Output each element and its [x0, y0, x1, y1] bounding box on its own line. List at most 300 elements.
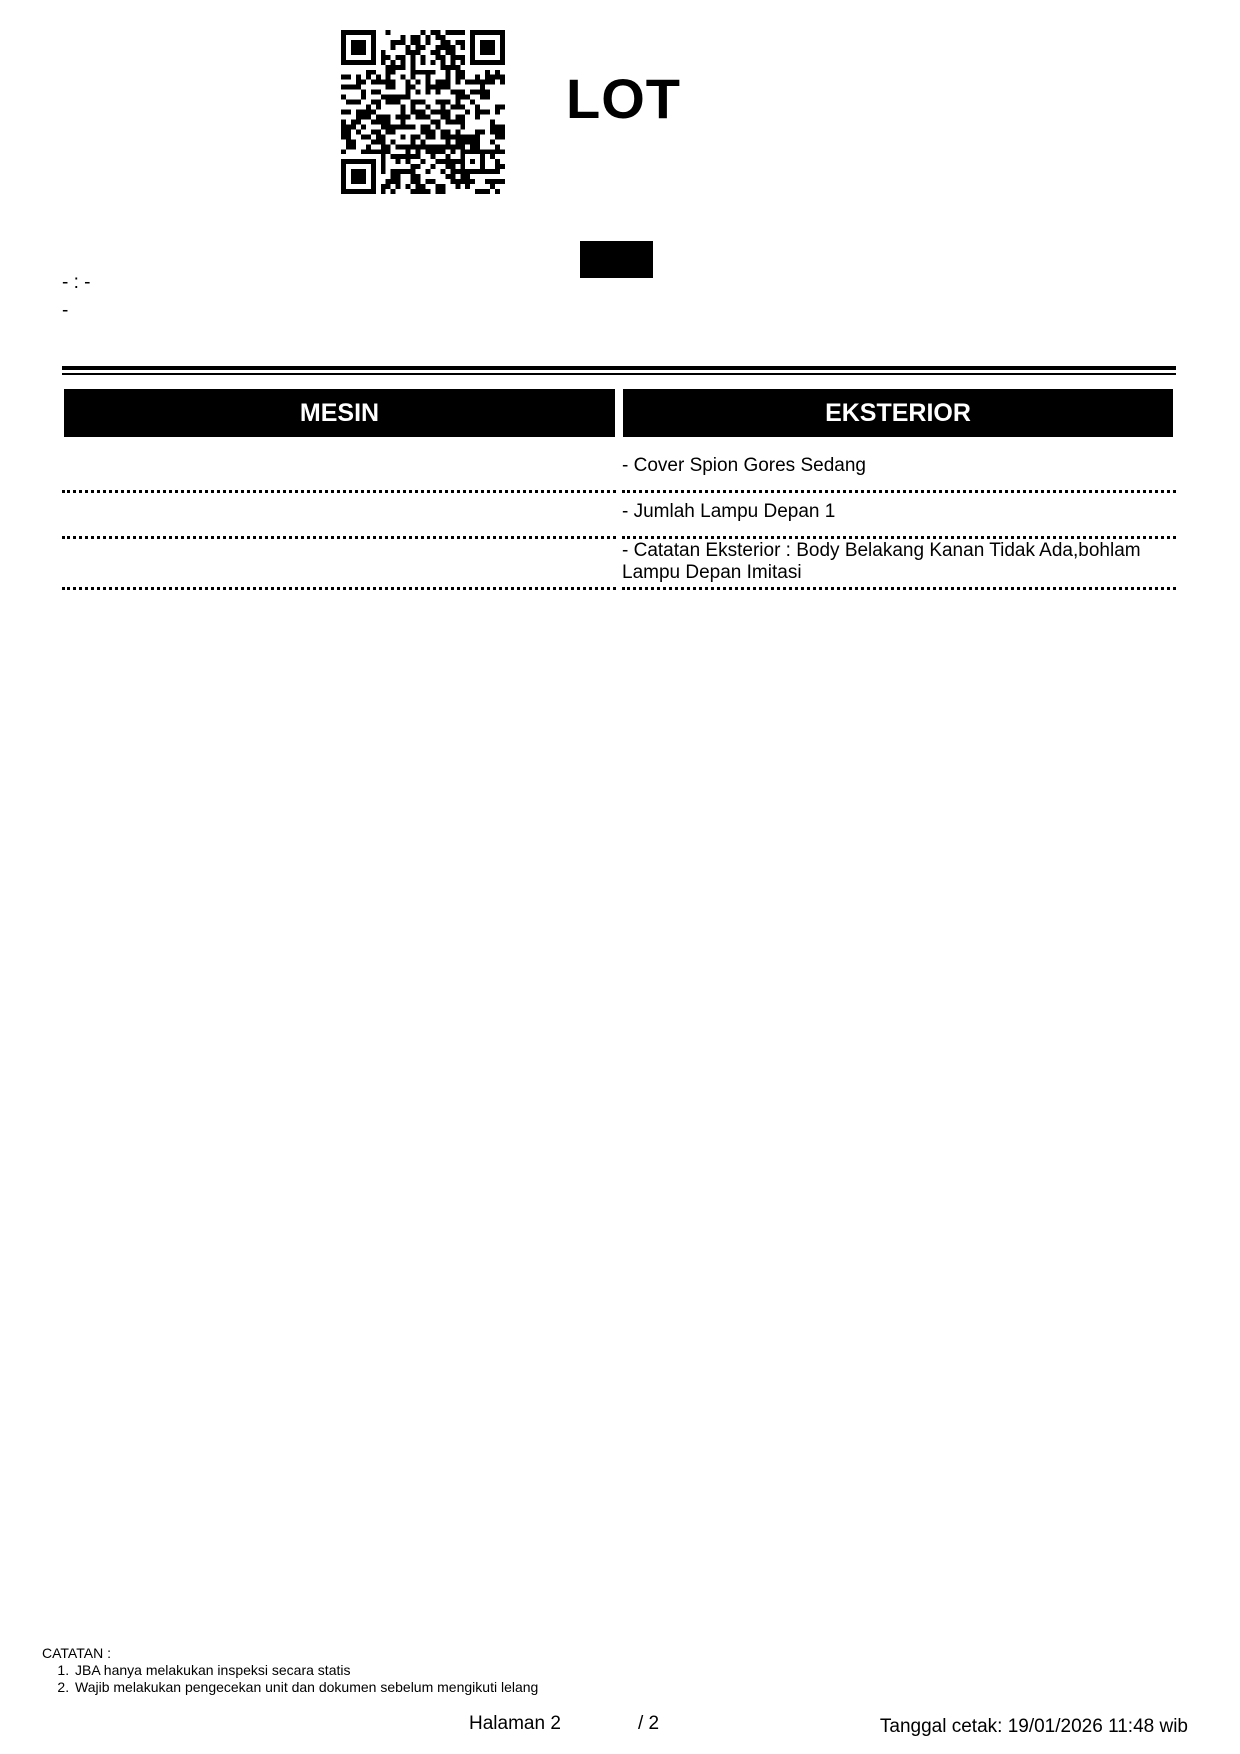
qr-module [435, 110, 440, 115]
qr-module [460, 55, 465, 60]
qr-module [450, 65, 455, 70]
qr-module [421, 30, 426, 35]
qr-module [425, 129, 430, 134]
qr-module [445, 85, 450, 90]
qr-module [386, 75, 391, 80]
qr-module [341, 85, 346, 90]
qr-module [386, 129, 391, 134]
qr-module [401, 55, 406, 60]
qr-module [396, 144, 401, 149]
qr-module [371, 139, 376, 144]
qr-module [440, 110, 445, 115]
qr-module [421, 124, 426, 129]
qr-module [401, 144, 406, 149]
qr-module [440, 189, 445, 194]
qr-module [490, 154, 495, 159]
notes-section [42, 1645, 538, 1696]
qr-module [435, 119, 440, 124]
qr-module [381, 80, 386, 85]
qr-module [371, 70, 376, 75]
qr-module [381, 134, 386, 139]
qr-module [450, 179, 455, 184]
qr-module [460, 179, 465, 184]
row-divider [622, 490, 1176, 493]
qr-module [351, 119, 356, 124]
qr-module [490, 169, 495, 174]
qr-module [450, 144, 455, 149]
qr-module [416, 110, 421, 115]
qr-module [455, 55, 460, 60]
qr-module [356, 100, 361, 105]
qr-module [500, 105, 505, 110]
qr-module [455, 90, 460, 95]
qr-module [411, 144, 416, 149]
qr-module [421, 70, 426, 75]
qr-module [495, 144, 500, 149]
qr-module [455, 40, 460, 45]
qr-module [435, 124, 440, 129]
qr-module [435, 50, 440, 55]
qr-module [425, 149, 430, 154]
qr-module [376, 134, 381, 139]
qr-module [366, 149, 371, 154]
qr-module [396, 174, 401, 179]
column-header-mesin: MESIN [64, 389, 615, 437]
qr-module [440, 80, 445, 85]
qr-module [406, 85, 411, 90]
qr-module [425, 105, 430, 110]
qr-module [371, 149, 376, 154]
qr-module [435, 90, 440, 95]
qr-module [391, 189, 396, 194]
qr-module [406, 45, 411, 50]
qr-module [346, 75, 351, 80]
qr-module [430, 179, 435, 184]
qr-module [346, 124, 351, 129]
qr-module [440, 149, 445, 154]
qr-module [366, 70, 371, 75]
qr-module [500, 124, 505, 129]
qr-module [455, 95, 460, 100]
qr-module [485, 169, 490, 174]
header-divider [62, 366, 1176, 370]
qr-module [425, 179, 430, 184]
qr-module [416, 164, 421, 169]
qr-module [346, 144, 351, 149]
qr-module [475, 75, 480, 80]
qr-module [361, 80, 366, 85]
qr-module [381, 154, 386, 159]
qr-module [411, 100, 416, 105]
qr-module [391, 139, 396, 144]
qr-module [500, 75, 505, 80]
qr-module [401, 75, 406, 80]
qr-module [386, 80, 391, 85]
qr-module [500, 80, 505, 85]
qr-module [440, 159, 445, 164]
qr-module [381, 124, 386, 129]
qr-module [435, 45, 440, 50]
qr-module [475, 90, 480, 95]
qr-module [421, 129, 426, 134]
qr-module [445, 159, 450, 164]
qr-module [421, 184, 426, 189]
qr-module [396, 100, 401, 105]
qr-module [391, 40, 396, 45]
qr-module [411, 85, 416, 90]
qr-module [490, 80, 495, 85]
qr-module [361, 149, 366, 154]
qr-module [500, 134, 505, 139]
qr-module [381, 149, 386, 154]
qr-module [421, 114, 426, 119]
qr-module [455, 134, 460, 139]
qr-module [381, 164, 386, 169]
row-divider [622, 587, 1176, 590]
row-divider [622, 536, 1176, 539]
qr-module [376, 129, 381, 134]
qr-module [440, 55, 445, 60]
qr-module [411, 50, 416, 55]
qr-module [475, 129, 480, 134]
qr-module [386, 184, 391, 189]
qr-module [445, 30, 450, 35]
qr-module [455, 169, 460, 174]
qr-module [440, 60, 445, 65]
qr-module [396, 114, 401, 119]
qr-module [445, 164, 450, 169]
qr-module [406, 184, 411, 189]
qr-module [421, 189, 426, 194]
qr-module [351, 124, 356, 129]
column-header-eksterior: EKSTERIOR [623, 389, 1173, 437]
qr-module [425, 75, 430, 80]
qr-module [386, 100, 391, 105]
qr-module [455, 184, 460, 189]
qr-module [495, 149, 500, 154]
qr-module [401, 95, 406, 100]
qr-module [485, 189, 490, 194]
qr-module [470, 100, 475, 105]
qr-module [455, 114, 460, 119]
qr-module [440, 129, 445, 134]
qr-module [356, 119, 361, 124]
qr-module [465, 80, 470, 85]
qr-module [450, 45, 455, 50]
qr-module [465, 134, 470, 139]
qr-module [421, 100, 426, 105]
qr-module [341, 119, 346, 124]
qr-module [351, 100, 356, 105]
qr-module [440, 85, 445, 90]
qr-module [455, 129, 460, 134]
qr-module [421, 55, 426, 60]
qr-module [450, 60, 455, 65]
qr-module [450, 55, 455, 60]
qr-module [381, 55, 386, 60]
qr-module [416, 154, 421, 159]
qr-module [401, 35, 406, 40]
qr-module [381, 189, 386, 194]
qr-module [376, 105, 381, 110]
qr-module [406, 80, 411, 85]
qr-module [450, 149, 455, 154]
qr-module [445, 144, 450, 149]
qr-module [460, 134, 465, 139]
qr-module [416, 100, 421, 105]
qr-module [430, 154, 435, 159]
qr-module [411, 164, 416, 169]
qr-module [396, 179, 401, 184]
qr-module [500, 149, 505, 154]
qr-module [341, 149, 346, 154]
qr-module [411, 40, 416, 45]
qr-module [401, 119, 406, 124]
qr-module [416, 114, 421, 119]
qr-module [485, 75, 490, 80]
qr-module [391, 179, 396, 184]
qr-module [440, 144, 445, 149]
qr-module [465, 184, 470, 189]
qr-module [416, 45, 421, 50]
qr-code-graphic [341, 30, 505, 194]
qr-module [485, 179, 490, 184]
qr-module [381, 60, 386, 65]
qr-module [391, 95, 396, 100]
qr-module [391, 129, 396, 134]
qr-module [386, 65, 391, 70]
qr-module [460, 95, 465, 100]
qr-module [430, 129, 435, 134]
qr-module [430, 30, 435, 35]
qr-module [391, 70, 396, 75]
qr-module [460, 124, 465, 129]
qr-module [445, 119, 450, 124]
qr-module [416, 174, 421, 179]
qr-module [445, 139, 450, 144]
qr-module [475, 189, 480, 194]
qr-module [381, 144, 386, 149]
qr-module [480, 80, 485, 85]
qr-module [450, 105, 455, 110]
qr-module [376, 114, 381, 119]
qr-module [361, 124, 366, 129]
lot-number-redacted [580, 241, 653, 278]
qr-module [356, 114, 361, 119]
qr-module [495, 110, 500, 115]
qr-module [386, 149, 391, 154]
qr-module [495, 134, 500, 139]
qr-module [416, 184, 421, 189]
qr-module [435, 100, 440, 105]
qr-module [371, 110, 376, 115]
qr-module [366, 144, 371, 149]
print-date: Tanggal cetak: 19/01/2026 11:48 wib [879, 1716, 1188, 1737]
qr-module [411, 189, 416, 194]
qr-module [386, 55, 391, 60]
qr-module [406, 114, 411, 119]
qr-module [445, 80, 450, 85]
qr-module [490, 75, 495, 80]
qr-module [396, 159, 401, 164]
qr-module [440, 40, 445, 45]
qr-module [386, 85, 391, 90]
qr-module [425, 124, 430, 129]
qr-module [411, 110, 416, 115]
qr-module [495, 164, 500, 169]
qr-module [440, 65, 445, 70]
qr-module [485, 90, 490, 95]
qr-module [495, 75, 500, 80]
qr-module [445, 154, 450, 159]
qr-module [500, 179, 505, 184]
qr-module [366, 114, 371, 119]
qr-module [361, 134, 366, 139]
qr-module [480, 85, 485, 90]
qr-module [421, 60, 426, 65]
qr-module [341, 75, 346, 80]
qr-module [495, 70, 500, 75]
qr-module [455, 80, 460, 85]
qr-module [485, 95, 490, 100]
qr-module [346, 139, 351, 144]
lot-title: LOT [566, 67, 681, 130]
qr-module [445, 50, 450, 55]
qr-module [460, 174, 465, 179]
qr-module [386, 144, 391, 149]
qr-module [366, 75, 371, 80]
qr-module [421, 139, 426, 144]
qr-module [485, 149, 490, 154]
qr-module [425, 169, 430, 174]
qr-code [341, 30, 505, 194]
qr-module [386, 119, 391, 124]
qr-module [430, 134, 435, 139]
qr-module [445, 75, 450, 80]
qr-module [455, 139, 460, 144]
qr-module [386, 179, 391, 184]
qr-module [460, 45, 465, 50]
qr-module [396, 95, 401, 100]
qr-module [401, 105, 406, 110]
qr-module [391, 124, 396, 129]
qr-module [401, 114, 406, 119]
qr-module [430, 144, 435, 149]
qr-module [366, 110, 371, 115]
notes-title: CATATAN : [42, 1645, 111, 1661]
qr-module [460, 144, 465, 149]
qr-module [450, 159, 455, 164]
qr-module [381, 114, 386, 119]
qr-module [411, 75, 416, 80]
qr-module [425, 35, 430, 40]
qr-module [430, 85, 435, 90]
qr-module [346, 85, 351, 90]
qr-module [450, 50, 455, 55]
qr-module [356, 85, 361, 90]
qr-module [470, 90, 475, 95]
qr-module [386, 95, 391, 100]
vehicle-info-line: - [62, 300, 69, 321]
qr-module [371, 119, 376, 124]
qr-module [450, 90, 455, 95]
qr-alignment-pattern [470, 159, 475, 164]
qr-module [416, 134, 421, 139]
qr-module [445, 100, 450, 105]
qr-module [386, 70, 391, 75]
qr-module [430, 50, 435, 55]
qr-module [411, 105, 416, 110]
qr-module [396, 184, 401, 189]
qr-module [361, 95, 366, 100]
qr-module [421, 110, 426, 115]
qr-module [500, 129, 505, 134]
qr-module [465, 95, 470, 100]
qr-module [425, 134, 430, 139]
qr-module [440, 134, 445, 139]
qr-module [416, 179, 421, 184]
qr-module [401, 110, 406, 115]
qr-module [475, 105, 480, 110]
qr-module [411, 134, 416, 139]
qr-module [391, 169, 396, 174]
qr-module [435, 85, 440, 90]
qr-module [475, 114, 480, 119]
qr-module [361, 110, 366, 115]
qr-module [386, 124, 391, 129]
row-divider [62, 587, 616, 590]
qr-module [440, 45, 445, 50]
qr-module [430, 119, 435, 124]
qr-module [356, 110, 361, 115]
qr-module [425, 85, 430, 90]
qr-module [450, 119, 455, 124]
qr-module [416, 189, 421, 194]
qr-module [341, 124, 346, 129]
header-divider [62, 373, 1176, 375]
qr-module [435, 30, 440, 35]
qr-module [376, 149, 381, 154]
qr-module [475, 110, 480, 115]
qr-module [480, 189, 485, 194]
qr-module [465, 179, 470, 184]
qr-module [346, 110, 351, 115]
qr-module [401, 40, 406, 45]
qr-module [495, 129, 500, 134]
qr-module [381, 184, 386, 189]
qr-module [465, 139, 470, 144]
qr-module [475, 144, 480, 149]
qr-module [440, 100, 445, 105]
qr-module [450, 164, 455, 169]
qr-module [396, 154, 401, 159]
qr-module [475, 80, 480, 85]
qr-module [396, 40, 401, 45]
qr-module [435, 55, 440, 60]
qr-module [455, 65, 460, 70]
qr-module [401, 60, 406, 65]
qr-module [391, 100, 396, 105]
qr-module [425, 70, 430, 75]
qr-module [411, 55, 416, 60]
qr-module [495, 179, 500, 184]
qr-module [500, 164, 505, 169]
qr-module [460, 70, 465, 75]
qr-module [366, 105, 371, 110]
qr-module [455, 75, 460, 80]
qr-module [460, 75, 465, 80]
qr-module [396, 124, 401, 129]
